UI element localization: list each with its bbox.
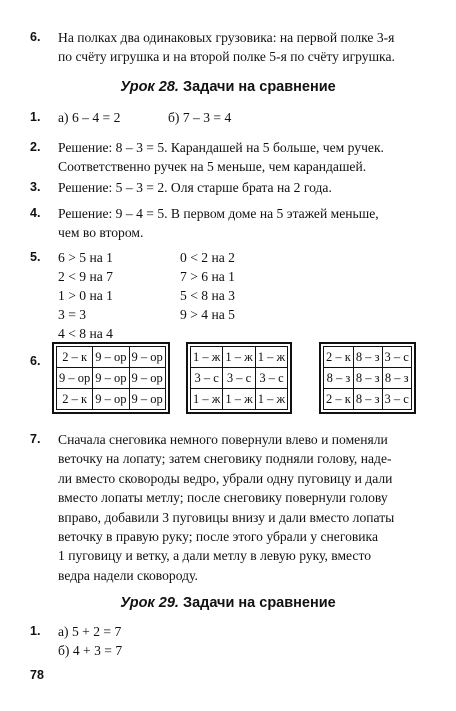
comparison-line: 9 > 4 на 5 — [180, 307, 235, 322]
lesson-title-text: Задачи на сравнение — [178, 79, 336, 95]
grid-cell: 9 – ор — [129, 347, 165, 368]
answer-b: б) 7 – 3 = 4 — [168, 110, 232, 125]
task-text-line: 1 пуговицу и ветку, а дали метлу в левую руку, вместо — [58, 548, 372, 564]
comparison-line: 4 < 8 на 4 — [58, 326, 113, 341]
task-text-line: вправо, добавили 3 пуговицы внизу и дали вместо лопаты — [58, 509, 395, 525]
answer-a: а) 5 + 2 = 7 — [58, 624, 122, 639]
grid-cell: 3 – с — [255, 368, 287, 389]
answer-b: б) 4 + 3 = 7 — [58, 643, 123, 658]
comparison-line: 3 = 3 — [58, 307, 87, 322]
comparison-column-left — [58, 248, 180, 343]
task-text-line: Сначала снеговика немного повернули влево и поменяли — [58, 432, 388, 447]
grid-cell: 1 – ж — [223, 347, 255, 368]
lesson-title-number: Урок 29. — [120, 595, 179, 611]
task-number: 7. — [30, 432, 41, 446]
comparison-line: 5 < 8 на 3 — [180, 288, 235, 303]
task-text-line: вместо лопаты метлу; после снеговику повернули голову — [58, 490, 388, 506]
grid-cell: 1 – ж — [255, 389, 287, 410]
grid-cell: 3 – с — [191, 368, 223, 389]
grid-cell: 9 – ор — [129, 368, 165, 389]
grid-cell: 1 – ж — [223, 389, 255, 410]
lesson-28-task-3 — [30, 178, 434, 197]
lesson-title-text: Задачи на сравнение — [178, 595, 336, 611]
task-number: 3. — [30, 180, 41, 194]
grid-cell: 1 – ж — [191, 347, 223, 368]
grid-cell: 3 – с — [223, 368, 255, 389]
task-number: 5. — [30, 250, 41, 264]
task-text-line: ведра надели сковороду. — [58, 567, 198, 583]
comparison-line: 6 > 5 на 1 — [58, 250, 113, 265]
grid-table-2 — [190, 346, 288, 410]
task-text-line: Решение: 8 – 3 = 5. Карандашей на 5 больше, чем ручек. — [58, 140, 384, 155]
lesson-28-task-5 — [30, 248, 434, 343]
comparison-line: 0 < 2 на 2 — [180, 250, 235, 265]
task-6-previous — [30, 28, 434, 66]
lesson-29-task-1 — [30, 622, 434, 660]
task-number: 6. — [30, 30, 41, 44]
task-text-line: Решение: 5 – 3 = 2. Оля старше брата на 2 года. — [58, 180, 332, 195]
grid-cell: 2 – к — [57, 347, 93, 368]
grid-cell: 9 – ор — [93, 389, 129, 410]
answer-a: а) 6 – 4 = 2 — [58, 110, 121, 125]
grid-cell: 9 – ор — [93, 347, 129, 368]
grid-cell: 3 – с — [382, 347, 411, 368]
grid-cell: 9 – ор — [57, 368, 93, 389]
comparison-column-right — [180, 248, 235, 343]
grid-cell: 9 – ор — [129, 389, 165, 410]
lesson-29-heading — [0, 594, 456, 613]
task-text-line: Соответственно ручек на 5 меньше, чем карандашей. — [58, 159, 367, 174]
page-number: 78 — [30, 668, 44, 682]
lesson-28-heading — [0, 78, 456, 97]
task-text-line: чем во втором. — [58, 225, 144, 240]
lesson-28-task-7 — [30, 430, 434, 585]
grid-table-3 — [323, 346, 412, 410]
task-text-line: веточку в правую руку; после этого убрали у снеговика — [58, 529, 378, 545]
grid-cell: 2 – к — [324, 389, 354, 410]
comparison-line: 2 < 9 на 7 — [58, 269, 113, 284]
grid-cell: 9 – ор — [93, 368, 129, 389]
task-text-line: На полках два одинаковых грузовика: на первой полке 3-я — [58, 30, 395, 45]
grid-cell: 1 – ж — [191, 389, 223, 410]
task-number: 6. — [30, 354, 41, 368]
grid-cell: 1 – ж — [255, 347, 287, 368]
comparison-line: 1 > 0 на 1 — [58, 288, 113, 303]
grid-cell: 2 – к — [324, 347, 354, 368]
lesson-28-task-2 — [30, 138, 434, 176]
task-text-line: веточку на лопату; затем снеговику подняли голову, наде- — [58, 451, 392, 467]
lesson-28-task-1 — [30, 108, 434, 127]
grid-cell: 3 – с — [382, 389, 411, 410]
task-text-line: по счёту игрушка и на второй полке 5-я по счёту игрушка. — [58, 49, 395, 64]
grid-cell: 8 – з — [382, 368, 411, 389]
grid-cell: 2 – к — [57, 389, 93, 410]
task-number: 1. — [30, 624, 41, 638]
lesson-title-number: Урок 28. — [120, 79, 179, 95]
task-number: 2. — [30, 140, 41, 154]
grid-cell: 8 – з — [353, 389, 382, 410]
grid-table-1 — [56, 346, 166, 410]
grid-cell: 8 – з — [353, 368, 382, 389]
grid-cell: 8 – з — [353, 347, 382, 368]
task-text-line: ли вместо сковороды ведро, убрали одну пуговицу и дали — [58, 470, 393, 486]
grid-cell: 8 – з — [324, 368, 354, 389]
lesson-28-task-4 — [30, 204, 434, 242]
task-number: 1. — [30, 110, 41, 124]
task-number: 4. — [30, 206, 41, 220]
task-text-line: Решение: 9 – 4 = 5. В первом доме на 5 этажей меньше, — [58, 206, 379, 221]
comparison-line: 7 > 6 на 1 — [180, 269, 235, 284]
